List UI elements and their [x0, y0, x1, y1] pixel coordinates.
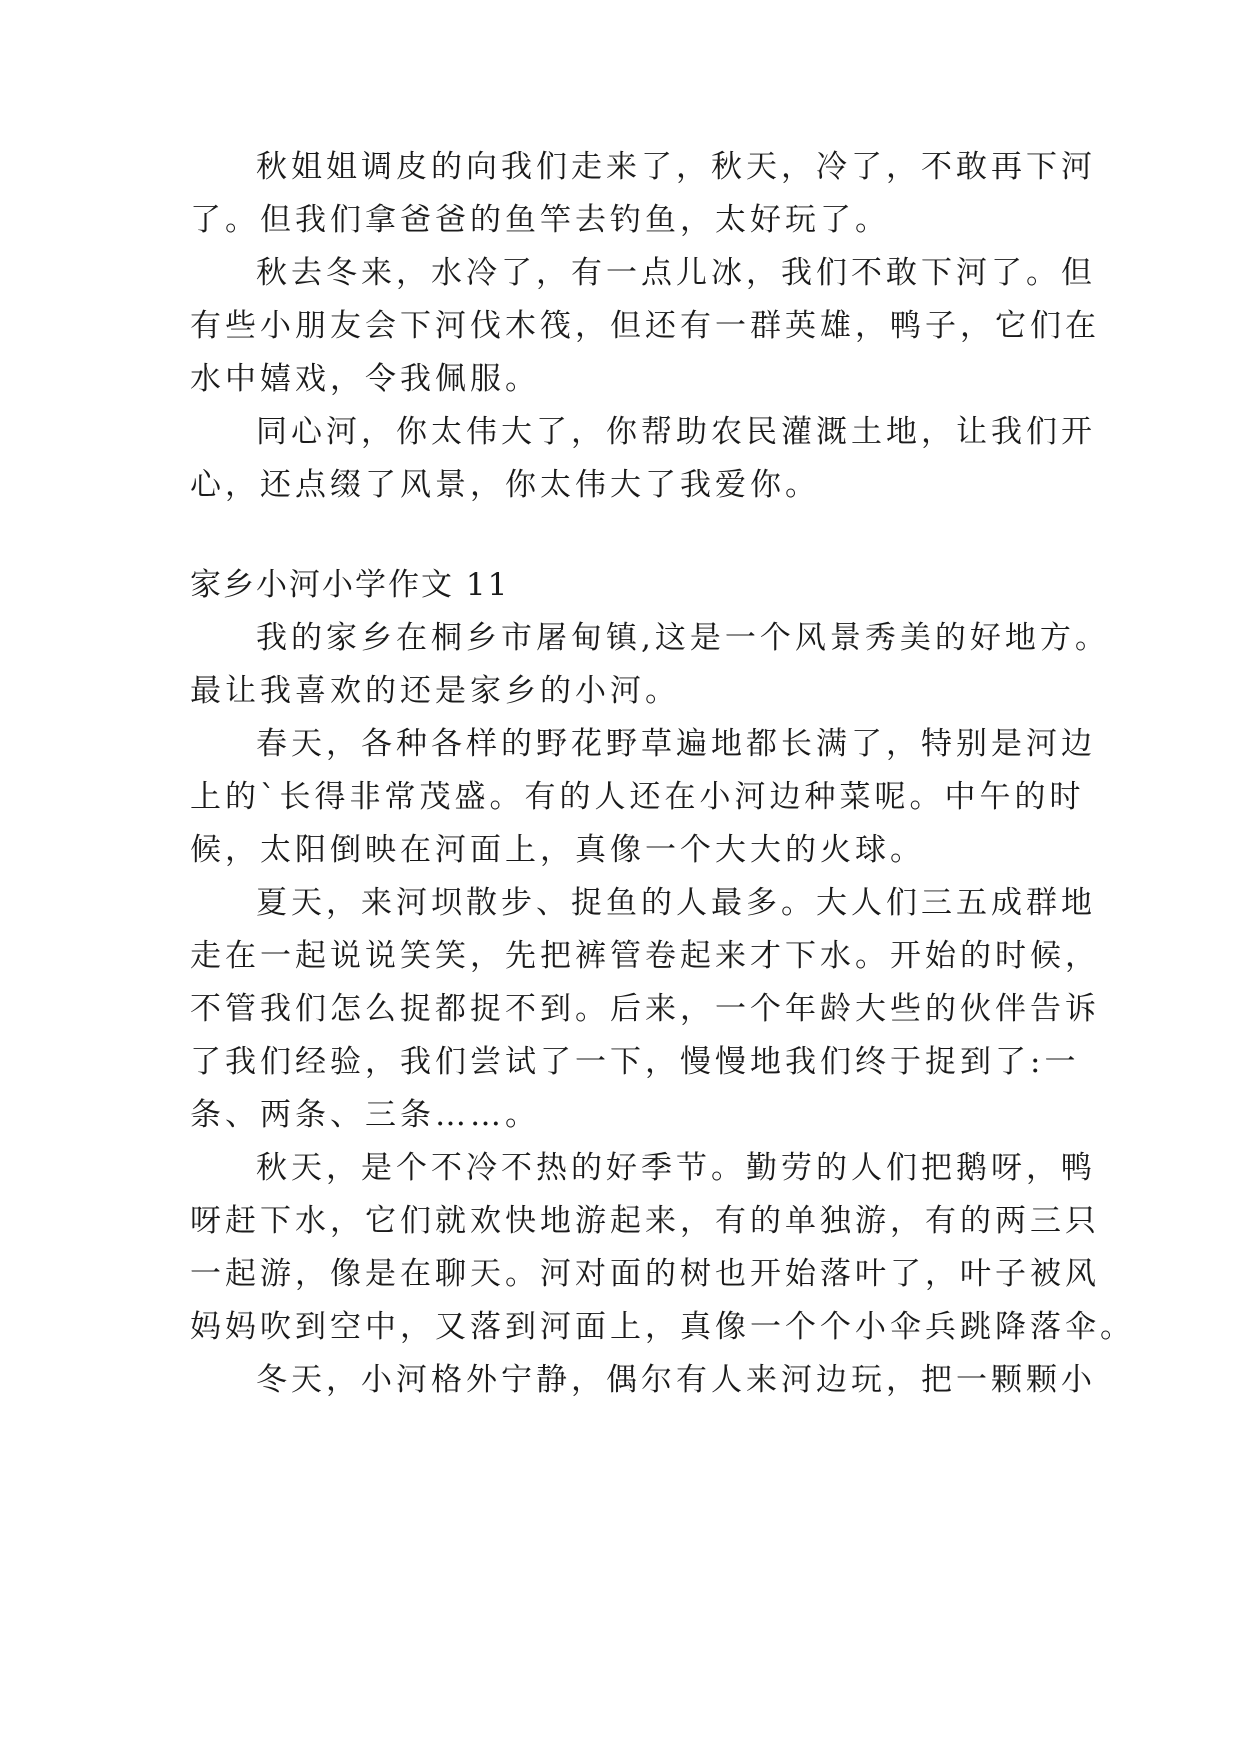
paragraph-line: 了我们经验，我们尝试了一下，慢慢地我们终于捉到了:一 — [190, 1044, 1080, 1080]
paragraph-line: 秋姐姐调皮的向我们走来了，秋天，冷了，不敢再下河 — [256, 149, 1096, 185]
paragraph-line: 同心河，你太伟大了，你帮助农民灌溉土地，让我们开 — [256, 414, 1096, 450]
paragraph-line: 秋天，是个不冷不热的好季节。勤劳的人们把鹅呀，鸭 — [256, 1150, 1096, 1186]
section-title: 家乡小河小学作文 11 — [190, 567, 510, 603]
paragraph-line: 夏天，来河坝散步、捉鱼的人最多。大人们三五成群地 — [256, 885, 1096, 921]
paragraph-line: 候，太阳倒映在河面上，真像一个大大的火球。 — [190, 832, 925, 868]
paragraph-line: 我的家乡在桐乡市屠甸镇,这是一个风景秀美的好地方。 — [256, 620, 1110, 656]
paragraph-line: 秋去冬来，水冷了，有一点儿冰，我们不敢下河了。但 — [256, 255, 1096, 291]
paragraph-line: 不管我们怎么捉都捉不到。后来，一个年龄大些的伙伴告诉 — [190, 991, 1100, 1027]
paragraph-line: 妈妈吹到空中，又落到河面上，真像一个个小伞兵跳降落伞。 — [190, 1309, 1135, 1345]
paragraph-line: 春天，各种各样的野花野草遍地都长满了，特别是河边 — [256, 726, 1096, 762]
paragraph-line: 冬天，小河格外宁静，偶尔有人来河边玩，把一颗颗小 — [256, 1362, 1096, 1398]
paragraph-line: 水中嬉戏，令我佩服。 — [190, 361, 540, 397]
paragraph-line: 有些小朋友会下河伐木筏，但还有一群英雄，鸭子，它们在 — [190, 308, 1100, 344]
paragraph-line: 条、两条、三条……。 — [190, 1097, 540, 1133]
paragraph-line: 走在一起说说笑笑，先把裤管卷起来才下水。开始的时候， — [190, 938, 1100, 974]
paragraph-line: 了。但我们拿爸爸的鱼竿去钓鱼，太好玩了。 — [190, 202, 890, 238]
paragraph-line: 心，还点缀了风景，你太伟大了我爱你。 — [190, 467, 820, 503]
paragraph-line: 呀赶下水，它们就欢快地游起来，有的单独游，有的两三只 — [190, 1203, 1100, 1239]
paragraph-line: 最让我喜欢的还是家乡的小河。 — [190, 673, 680, 709]
paragraph-line: 一起游，像是在聊天。河对面的树也开始落叶了，叶子被风 — [190, 1256, 1100, 1292]
paragraph-line: 上的`长得非常茂盛。有的人还在小河边种菜呢。中午的时 — [190, 779, 1085, 815]
